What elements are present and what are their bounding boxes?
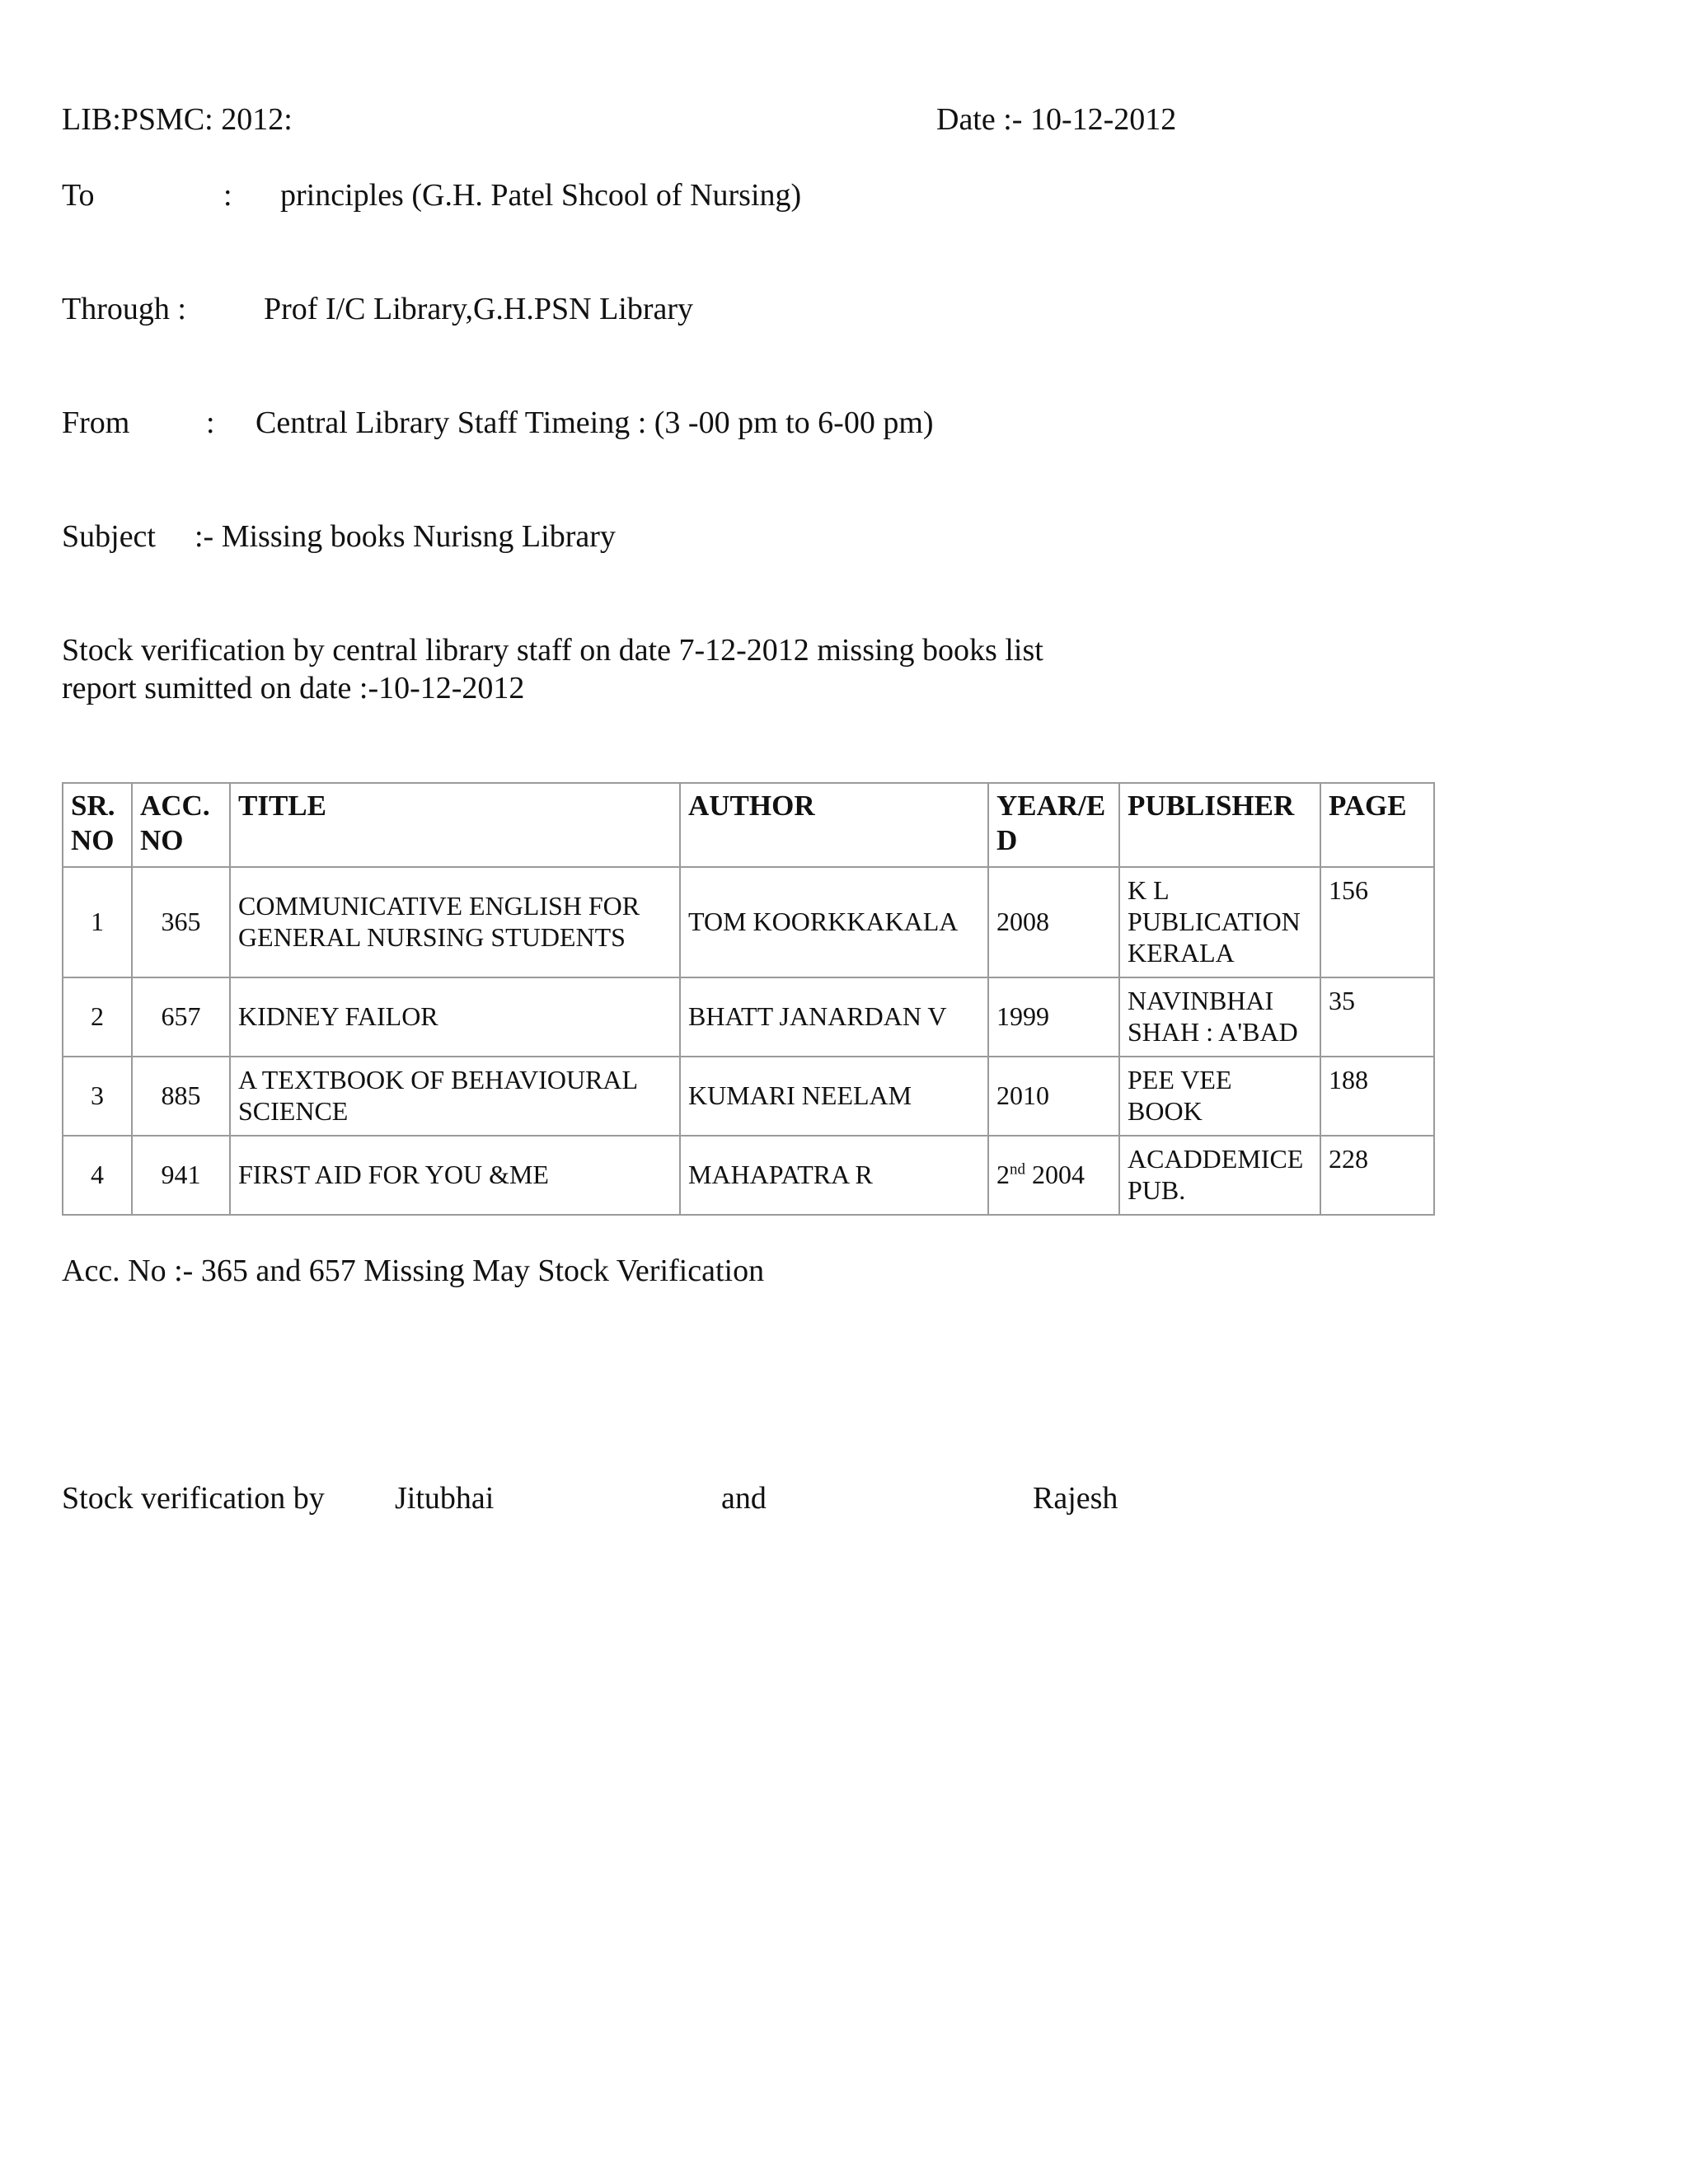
header-year-edition: YEAR/E D — [988, 783, 1119, 867]
reference-number: LIB:PSMC: 2012: — [62, 102, 293, 137]
from-label: From — [62, 405, 130, 440]
table-row — [63, 1057, 1434, 1136]
cell-acc-no: 885 — [132, 1057, 230, 1136]
cell-page: 35 — [1320, 977, 1434, 1057]
to-colon: : — [223, 178, 232, 213]
header-author: AUTHOR — [680, 783, 988, 867]
cell-sr-no: 4 — [63, 1136, 132, 1215]
cell-author: KUMARI NEELAM — [680, 1057, 988, 1136]
cell-acc-no: 365 — [132, 867, 230, 977]
cell-year: 2010 — [988, 1057, 1119, 1136]
cell-sr-no: 1 — [63, 867, 132, 977]
missing-note: Acc. No :- 365 and 657 Missing May Stock Verification — [62, 1254, 765, 1288]
from-value: Central Library Staff Timeing : (3 -00 pm to 6-00 pm) — [256, 405, 934, 440]
edition-ordinal: 2 — [996, 1160, 1010, 1189]
cell-title: FIRST AID FOR YOU &ME — [230, 1136, 680, 1215]
cell-acc-no: 657 — [132, 977, 230, 1057]
cell-publisher: PEE VEE BOOK — [1119, 1057, 1320, 1136]
cell-page: 188 — [1320, 1057, 1434, 1136]
through-value: Prof I/C Library,G.H.PSN Library — [264, 292, 694, 326]
intro-paragraph-line-1: Stock verification by central library staff on date 7-12-2012 missing books list — [62, 633, 1043, 668]
edition-suffix: nd — [1010, 1160, 1025, 1179]
subject-value: :- Missing books Nurisng Library — [195, 519, 616, 554]
cell-year — [988, 1136, 1119, 1215]
signature-and: and — [721, 1481, 767, 1516]
header-sr-no: SR. NO — [63, 783, 132, 867]
header-publisher: PUBLISHER — [1119, 783, 1320, 867]
edition-year: 2004 — [1032, 1160, 1085, 1189]
table-row — [63, 867, 1434, 977]
cell-title: KIDNEY FAILOR — [230, 977, 680, 1057]
cell-title: A TEXTBOOK OF BEHAVIOURAL SCIENCE — [230, 1057, 680, 1136]
cell-author: MAHAPATRA R — [680, 1136, 988, 1215]
cell-page: 228 — [1320, 1136, 1434, 1215]
cell-year: 1999 — [988, 977, 1119, 1057]
subject-label: Subject — [62, 519, 156, 554]
cell-acc-no: 941 — [132, 1136, 230, 1215]
cell-author: BHATT JANARDAN V — [680, 977, 988, 1057]
intro-paragraph — [62, 631, 1043, 707]
missing-books-table — [62, 782, 1435, 1216]
verifier-name-1: Jitubhai — [395, 1481, 495, 1516]
intro-paragraph-line-2: report sumitted on date :-10-12-2012 — [62, 671, 525, 705]
header-acc-no: ACC. NO — [132, 783, 230, 867]
table-header-row — [63, 783, 1434, 867]
cell-publisher: ACADDEMICE PUB. — [1119, 1136, 1320, 1215]
cell-year: 2008 — [988, 867, 1119, 977]
header-page: PAGE — [1320, 783, 1434, 867]
cell-publisher: NAVINBHAI SHAH : A'BAD — [1119, 977, 1320, 1057]
verifier-name-2: Rajesh — [1033, 1481, 1118, 1516]
cell-page: 156 — [1320, 867, 1434, 977]
cell-author: TOM KOORKKAKALA — [680, 867, 988, 977]
to-label: To — [62, 178, 95, 213]
table-row — [63, 1136, 1434, 1215]
from-colon: : — [206, 405, 215, 440]
cell-sr-no: 2 — [63, 977, 132, 1057]
header-title: TITLE — [230, 783, 680, 867]
cell-publisher: K L PUBLICATION KERALA — [1119, 867, 1320, 977]
letter-date: Date :- 10-12-2012 — [936, 102, 1177, 137]
cell-sr-no: 3 — [63, 1057, 132, 1136]
cell-title: COMMUNICATIVE ENGLISH FOR GENERAL NURSING STUDENTS — [230, 867, 680, 977]
table-row — [63, 977, 1434, 1057]
through-label: Through : — [62, 292, 186, 326]
edition-number — [996, 1160, 1025, 1189]
to-recipient: principles (G.H. Patel Shcool of Nursing) — [280, 178, 802, 213]
verification-label: Stock verification by — [62, 1481, 325, 1516]
